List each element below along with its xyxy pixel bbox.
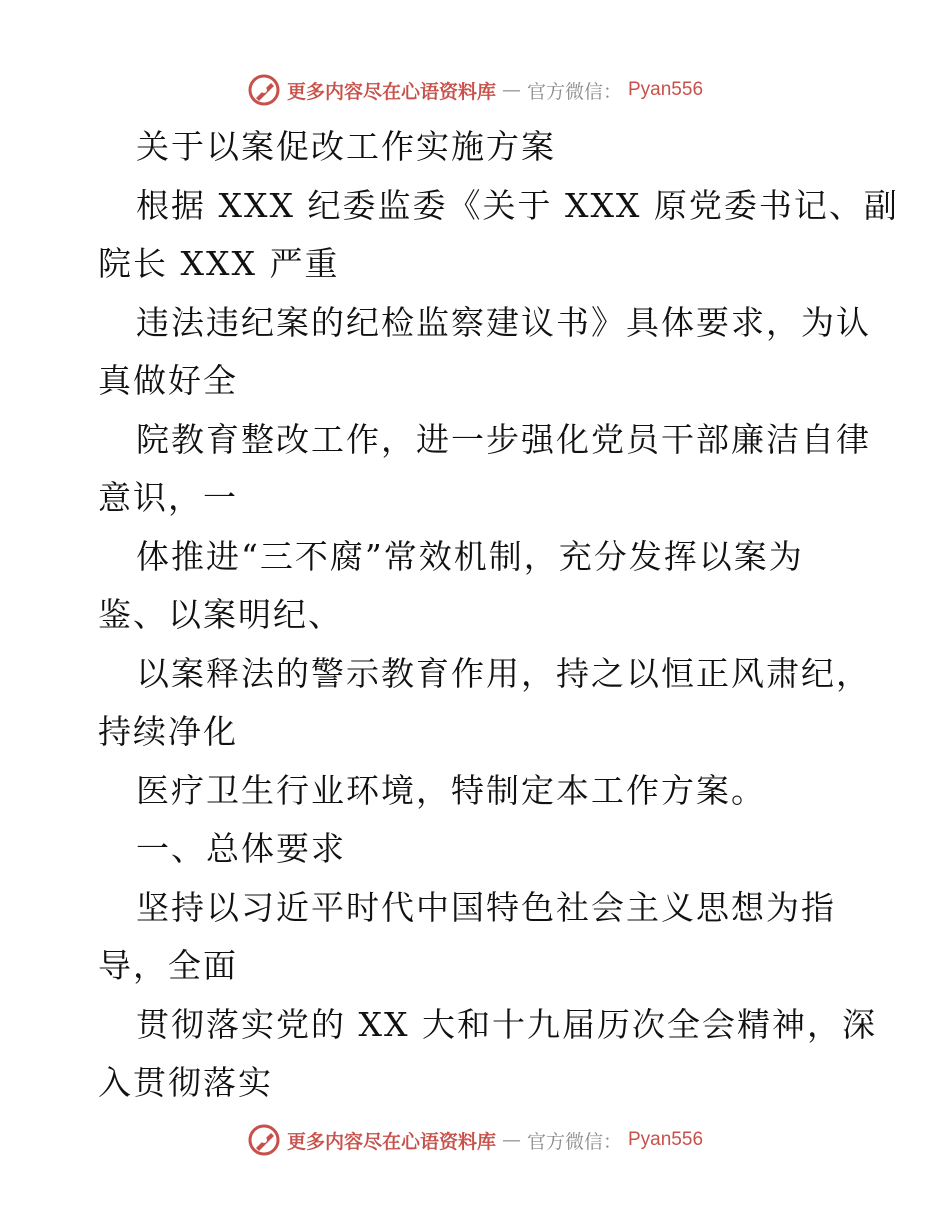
footer-watermark-banner bbox=[0, 1120, 950, 1160]
document-title: 关于以案促改工作实施方案 bbox=[136, 127, 556, 166]
paragraph-line: 以案释法的警示教育作用，持之以恒正风肃纪， bbox=[136, 653, 871, 693]
header-watermark-banner bbox=[0, 70, 950, 110]
paragraph-line: 根据 XXX 纪委监委《关于 XXX 原党委书记、副 bbox=[136, 185, 899, 225]
document-body bbox=[98, 118, 899, 1113]
pen-nib-logo-icon bbox=[247, 73, 281, 107]
paragraph-line: 贯彻落实党的 XX 大和十九届历次全会精神，深 bbox=[136, 1004, 877, 1044]
paragraph-line: 意识，一 bbox=[98, 478, 238, 517]
contact-id: Pyan556 bbox=[628, 79, 704, 100]
paragraph-line: 导，全面 bbox=[98, 946, 238, 985]
contact-label: 官方微信： bbox=[526, 1130, 622, 1153]
paragraph-line: 鉴、以案明纪、 bbox=[98, 595, 343, 634]
paragraph-line: 坚持以习近平时代中国特色社会主义思想为指 bbox=[136, 887, 836, 927]
contact-id: Pyan556 bbox=[628, 1129, 704, 1150]
paragraph-line: 院长 XXX 严重 bbox=[98, 244, 340, 283]
pen-nib-logo-icon bbox=[247, 1123, 281, 1157]
paragraph-line: 院教育整改工作，进一步强化党员干部廉洁自律 bbox=[136, 419, 871, 459]
paragraph-line: 违法违纪案的纪检监察建议书》具体要求，为认 bbox=[136, 302, 871, 342]
paragraph-line: 真做好全 bbox=[98, 361, 238, 400]
brand-text: 更多内容尽在心语资料库 bbox=[286, 1130, 496, 1153]
section-heading: 一、总体要求 bbox=[136, 829, 346, 868]
paragraph-line: 入贯彻落实 bbox=[98, 1063, 273, 1102]
paragraph-line: 持续净化 bbox=[98, 712, 238, 751]
contact-label: 官方微信： bbox=[526, 80, 622, 103]
brand-text: 更多内容尽在心语资料库 bbox=[286, 80, 496, 103]
banner-dash: — bbox=[501, 79, 521, 101]
banner-dash: — bbox=[501, 1129, 521, 1151]
paragraph-line: 医疗卫生行业环境，特制定本工作方案。 bbox=[136, 770, 766, 810]
paragraph-line: 体推进“三不腐”常效机制，充分发挥以案为 bbox=[136, 536, 804, 576]
